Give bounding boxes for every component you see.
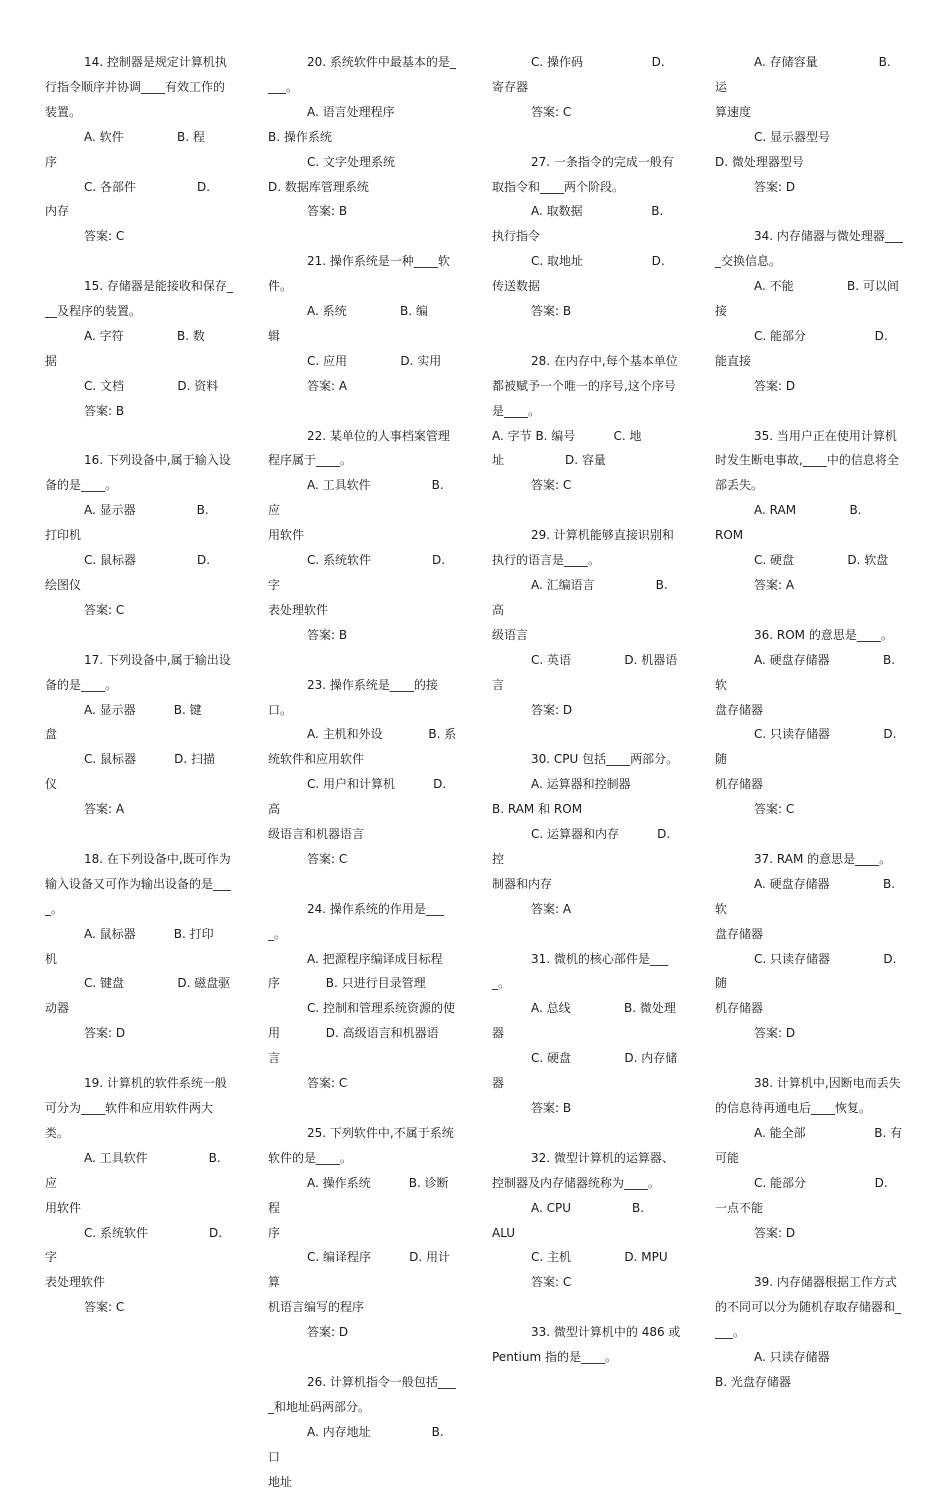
text-line: 答案: C — [84, 1300, 125, 1315]
question-column-3 — [492, 50, 682, 1370]
text-line: 盘 — [45, 727, 58, 742]
text-line: ___。 — [715, 1325, 746, 1340]
text-line: C. 操作码 D. — [531, 55, 665, 69]
blank-line — [268, 399, 458, 424]
text-line: 31. 微机的核心部件是____。 — [492, 951, 668, 991]
text-line: 答案: D — [754, 1026, 796, 1041]
blank-line — [715, 1245, 905, 1270]
text-line: C. 只读存储器 D. 随 — [715, 951, 901, 991]
text-line: C. 英语 D. 机器语 — [531, 652, 678, 667]
text-line: A. 只读存储器 — [754, 1350, 830, 1365]
text-line: C. 鼠标器 D. 扫描 — [84, 752, 216, 767]
blank-line — [715, 822, 905, 847]
question-column-4 — [715, 50, 905, 1395]
text-line: A. 硬盘存储器 B. 软 — [715, 652, 899, 692]
text-line: D. 微处理器型号 — [715, 154, 804, 169]
text-line: C. 主机 D. MPU — [531, 1250, 668, 1265]
text-line: 制器和内存 — [492, 876, 553, 891]
text-line: B. RAM 和 ROM — [492, 802, 583, 817]
text-line: 答案: A — [307, 378, 348, 393]
text-line: 答案: B — [307, 204, 348, 219]
text-line: 答案: D — [754, 1225, 796, 1240]
text-line: C. 系统软件 D. 字 — [45, 1225, 226, 1265]
text-line: Pentium 指的是____。 — [492, 1350, 617, 1365]
text-line: 39. 内存储器根据工作方式 — [754, 1275, 897, 1290]
text-line: 用软件 — [268, 528, 305, 543]
text-line: 22. 某单位的人事档案管理 — [307, 428, 450, 443]
text-line: A. 操作系统 B. 诊断程 — [268, 1175, 449, 1215]
text-line: 16. 下列设备中,属于输入设 — [84, 453, 231, 468]
text-line: A. 取数据 B. — [531, 204, 664, 219]
blank-line — [715, 399, 905, 424]
text-line: 备的是____。 — [45, 478, 118, 493]
text-line: C. 文字处理系统 — [307, 154, 396, 169]
text-line: 26. 计算机指令一般包括___ — [307, 1374, 456, 1389]
text-line: 38. 计算机中,因断电而丢失 — [754, 1076, 901, 1091]
blank-line — [268, 648, 458, 673]
text-line: 可能 — [715, 1150, 740, 1165]
text-line: 表处理软件 — [268, 602, 329, 617]
text-line: 接 — [715, 304, 728, 319]
text-line: 传送数据 — [492, 279, 541, 294]
text-line: 程序属于____。 — [268, 453, 353, 468]
text-line: 内存 — [45, 204, 70, 219]
text-line: C. 键盘 D. 磁盘驱 — [84, 976, 231, 991]
text-line: 答案: A — [754, 578, 795, 592]
text-line: 23. 操作系统是____的接口。 — [268, 677, 438, 717]
text-line: A. 硬盘存储器 B. 软 — [715, 876, 899, 916]
text-line: A. 系统 B. 编 — [307, 304, 428, 319]
blank-line — [268, 1345, 458, 1370]
text-line: 言 — [268, 1051, 281, 1066]
text-line: A. 汇编语言 B. 高 — [492, 577, 672, 617]
text-line: C. 只读存储器 D. 随 — [715, 727, 901, 767]
text-line: 37. RAM 的意思是____。 — [754, 851, 892, 866]
text-line: 备的是____。 — [45, 677, 118, 692]
blank-line — [492, 324, 682, 349]
text-line: 答案: C — [307, 851, 348, 866]
text-line: 用软件 — [45, 1200, 82, 1215]
text-line: 一点不能 — [715, 1200, 764, 1215]
text-line: 寄存器 — [492, 79, 529, 94]
text-line: 的不同可以分为随机存取存储器和_ — [715, 1300, 902, 1315]
blank-line — [715, 598, 905, 623]
text-line: A. 内存地址 B. 口 — [268, 1424, 448, 1464]
text-line: A. 字符 B. 数 — [84, 328, 205, 343]
text-line: C. 各部件 D. — [84, 179, 211, 194]
text-line: A. 软件 B. 程 — [84, 129, 205, 144]
text-line: ___。 — [268, 79, 299, 94]
text-line: 答案: B — [307, 627, 348, 642]
text-line: 装置。 — [45, 104, 82, 119]
text-line: 统软件和应用软件 — [268, 752, 365, 767]
text-line: 器 — [492, 1026, 505, 1041]
question-column-2 — [268, 50, 458, 1494]
text-line: C. 运算器和内存 D. 控 — [492, 827, 675, 866]
text-line: C. 控制和管理系统资源的使 — [307, 1001, 456, 1016]
text-line: 24. 操作系统的作用是____。 — [268, 901, 444, 941]
text-line: 机存储器 — [715, 777, 764, 792]
blank-line — [45, 1046, 235, 1071]
text-line: 的信息待再通电后____恢复。 — [715, 1100, 872, 1115]
text-line: 14. 控制器是规定计算机执 — [84, 55, 227, 69]
text-line: A. RAM B. — [754, 503, 862, 518]
blank-line — [492, 125, 682, 150]
text-line: 答案: C — [531, 104, 572, 119]
blank-line — [492, 1295, 682, 1320]
text-line: A. 运算器和控制器 — [531, 777, 631, 792]
text-line: 机存储器 — [715, 1001, 764, 1016]
text-line: 答案: C — [531, 1275, 572, 1290]
text-line: ALU — [492, 1225, 516, 1240]
text-line: 用 D. 高级语言和机器语 — [268, 1026, 439, 1041]
blank-line — [45, 623, 235, 648]
text-line: 软件的是____。 — [268, 1150, 353, 1165]
text-line: 20. 系统软件中最基本的是_ — [307, 55, 456, 69]
text-line: 执行的语言是____。 — [492, 553, 601, 568]
blank-line — [45, 822, 235, 847]
text-line: 是____。 — [492, 403, 541, 418]
text-line: _。 — [45, 901, 64, 916]
text-line: 盘存储器 — [715, 926, 764, 941]
text-line: 答案: B — [84, 403, 125, 418]
text-line: 33. 微型计算机中的 486 或 — [531, 1325, 681, 1340]
text-line: C. 编译程序 D. 用计算 — [268, 1250, 451, 1290]
text-line: 19. 计算机的软件系统一般 — [84, 1076, 227, 1091]
text-line: A. 显示器 B. — [84, 503, 209, 518]
text-line: 盘存储器 — [715, 702, 764, 717]
text-line: 答案: B — [531, 304, 572, 319]
text-line: 执行指令 — [492, 229, 541, 244]
text-line: 可分为____软件和应用软件两大类。 — [45, 1100, 214, 1140]
text-line: D. 数据库管理系统 — [268, 179, 369, 194]
text-line: 仪 — [45, 777, 58, 792]
text-line: C. 系统软件 D. 字 — [268, 553, 449, 592]
text-line: 行指令顺序并协调____有效工作的 — [45, 79, 226, 94]
text-line: C. 用户和计算机 D. 高 — [268, 777, 451, 817]
text-line: A. 工具软件 B. 应 — [268, 478, 448, 518]
text-line: 地址 — [268, 1474, 293, 1489]
text-line: C. 应用 D. 实用 — [307, 353, 442, 368]
text-line: A. 显示器 B. 键 — [84, 702, 202, 717]
text-line: 辑 — [268, 328, 281, 343]
text-line: 都被赋予一个唯一的序号,这个序号 — [492, 378, 676, 393]
text-line: A. 鼠标器 B. 打印 — [84, 926, 214, 941]
text-line: 序 — [268, 1225, 281, 1240]
text-line: 址 D. 容量 — [492, 453, 606, 468]
blank-line — [45, 424, 235, 449]
text-line: 答案: C — [84, 602, 125, 617]
text-line: A. 不能 B. 可以间 — [754, 279, 899, 294]
text-line: 答案: D — [754, 378, 796, 393]
text-line: A. 把源程序编译成目标程 — [307, 951, 443, 966]
text-line: C. 取地址 D. — [531, 254, 665, 269]
text-line: 29. 计算机能够直接识别和 — [531, 528, 674, 543]
text-line: 控制器及内存储器统称为____。 — [492, 1175, 661, 1190]
text-line: C. 硬盘 D. 软盘 — [754, 553, 889, 568]
blank-line — [268, 872, 458, 897]
text-line: 30. CPU 包括____两部分。 — [531, 752, 679, 767]
blank-line — [715, 199, 905, 224]
blank-line — [492, 498, 682, 523]
text-line: 28. 在内存中,每个基本单位 — [531, 353, 678, 368]
text-line: 器 — [492, 1076, 505, 1091]
text-line: C. 能部分 D. — [754, 1175, 888, 1190]
text-line: ROM — [715, 528, 744, 543]
text-line: 答案: D — [84, 1026, 126, 1041]
text-line: 级语言 — [492, 627, 529, 642]
text-line: 算速度 — [715, 104, 752, 119]
text-line: 绘图仪 — [45, 578, 82, 592]
text-line: 序 — [45, 154, 58, 169]
blank-line — [268, 224, 458, 249]
text-line: 机语言编写的程序 — [268, 1300, 365, 1315]
text-line: 答案: A — [84, 802, 125, 817]
text-line: 15. 存储器是能接收和保存_ — [84, 279, 233, 294]
text-line: 打印机 — [45, 528, 82, 543]
text-line: 言 — [492, 677, 505, 692]
text-line: 21. 操作系统是一种____软 — [307, 254, 450, 269]
text-line: A. 总线 B. 微处理 — [531, 1001, 676, 1016]
blank-line — [492, 722, 682, 747]
text-line: 级语言和机器语言 — [268, 827, 365, 842]
text-line: 时发生断电事故,____中的信息将全 — [715, 453, 899, 468]
text-line: 32. 微型计算机的运算器、 — [531, 1150, 674, 1165]
text-line: 27. 一条指令的完成一般有 — [531, 154, 674, 169]
text-line: 件。 — [268, 279, 293, 294]
text-line: 18. 在下列设备中,既可作为 — [84, 851, 231, 866]
text-line: B. 光盘存储器 — [715, 1374, 791, 1389]
text-line: __及程序的装置。 — [45, 304, 142, 319]
text-line: C. 硬盘 D. 内存储 — [531, 1051, 678, 1066]
text-line: A. 存储容量 B. 运 — [715, 55, 895, 94]
text-line: C. 显示器型号 — [754, 129, 831, 144]
text-line: 答案: D — [531, 702, 573, 717]
text-line: B. 操作系统 — [268, 129, 332, 144]
text-line: 答案: C — [531, 478, 572, 493]
text-line: A. 字节 B. 编号 C. 地 — [492, 428, 642, 443]
blank-line — [492, 922, 682, 947]
text-line: 35. 当用户正在使用计算机 — [754, 428, 897, 443]
text-line: _交换信息。 — [715, 254, 782, 269]
text-line: 据 — [45, 353, 58, 368]
text-line: 输入设备又可作为输出设备的是___ — [45, 876, 232, 891]
text-line: 36. ROM 的意思是____。 — [754, 627, 893, 642]
blank-line — [268, 1096, 458, 1121]
question-column-1 — [45, 50, 235, 1320]
text-line: 34. 内存储器与微处理器___ — [754, 229, 903, 244]
text-line: 答案: C — [84, 229, 125, 244]
text-line: 动器 — [45, 1001, 70, 1016]
blank-line — [715, 1046, 905, 1071]
text-line: 部丢失。 — [715, 478, 764, 493]
text-line: 25. 下列软件中,不属于系统 — [307, 1125, 454, 1140]
text-line: 答案: B — [531, 1100, 572, 1115]
text-line: 答案: A — [531, 901, 572, 916]
blank-line — [45, 249, 235, 274]
text-line: A. 语言处理程序 — [307, 104, 395, 119]
text-line: A. 主机和外设 B. 系 — [307, 727, 457, 742]
text-line: 答案: C — [307, 1076, 348, 1091]
text-line: 机 — [45, 951, 58, 966]
text-line: A. CPU B. — [531, 1200, 645, 1215]
blank-line — [492, 1121, 682, 1146]
text-line: 能直接 — [715, 353, 752, 368]
text-line: 取指令和____两个阶段。 — [492, 179, 625, 194]
text-line: 答案: C — [754, 802, 795, 817]
text-line: 17. 下列设备中,属于输出设 — [84, 652, 231, 667]
text-line: C. 鼠标器 D. — [84, 553, 211, 568]
text-line: A. 工具软件 B. 应 — [45, 1150, 225, 1190]
text-line: 答案: D — [307, 1325, 349, 1340]
text-line: _和地址码两部分。 — [268, 1399, 371, 1414]
text-line: 表处理软件 — [45, 1275, 106, 1290]
text-line: 答案: D — [754, 179, 796, 194]
text-line: C. 文档 D. 资料 — [84, 378, 219, 393]
text-line: C. 能部分 D. — [754, 328, 888, 343]
text-line: A. 能全部 B. 有 — [754, 1125, 903, 1140]
text-line: 序 B. 只进行目录管理 — [268, 976, 426, 991]
